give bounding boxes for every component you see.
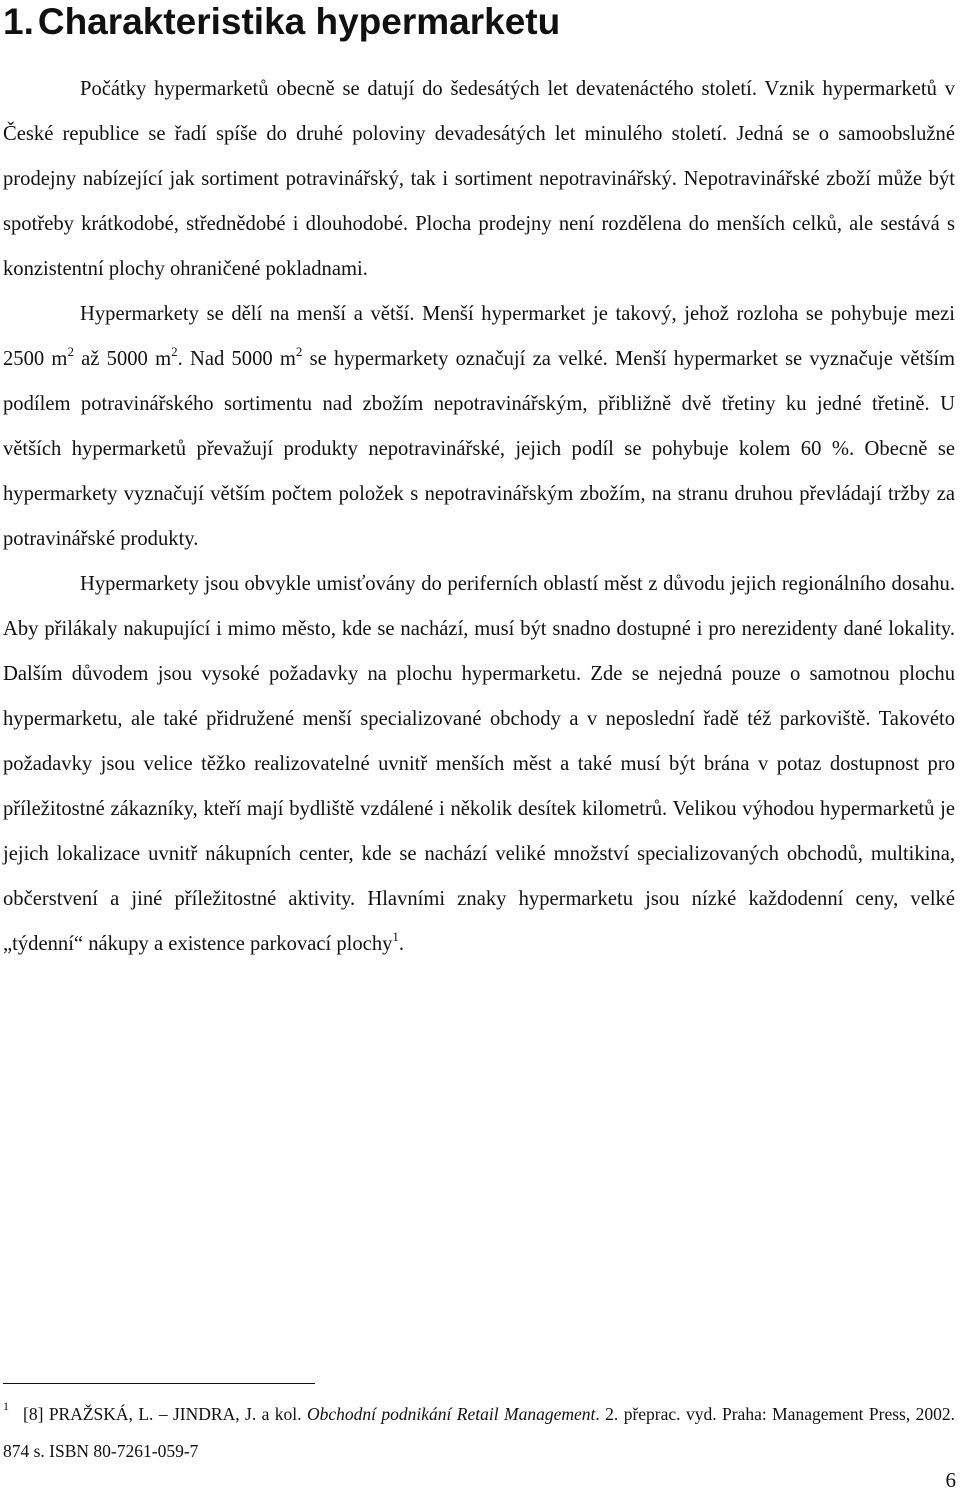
superscript-squared: 2 xyxy=(295,344,303,359)
paragraph-2 xyxy=(3,292,955,562)
section-heading xyxy=(3,0,560,44)
section-number: 1. xyxy=(3,1,34,42)
section-title: Charakteristika hypermarketu xyxy=(37,1,561,42)
paragraph-3-text: . xyxy=(398,933,405,955)
paragraph-1 xyxy=(3,67,955,292)
footnote xyxy=(3,1396,955,1470)
footnote-rest: . 2. přeprac. vyd. Praha: Management Press, 2002. 874 s. ISBN 80-7261-059-7 xyxy=(3,1404,956,1461)
paragraph-2-text: Hypermarkety se dělí na menší a větší. Menší hypermarket je takový, jehož rozloha se pohybuje mezi 2500 m xyxy=(3,303,955,370)
footnote-mark: 1 xyxy=(3,1399,9,1413)
paragraph-3 xyxy=(3,562,955,967)
paragraph-1-text: Počátky hypermarketů obecně se datují do šedesátých let devatenáctého století. Vznik hypermarketů v České republice se řadí spíše do druhé poloviny devadesátých let minulého století. Jedná se o samoobslužné prodejny nabízející jak sortiment potravinářský, tak i sortiment nepotravinářský. Nepotravinářské zboží může být spotřeby krátkodobé, střednědobé i dlouhodobé. Plocha prodejny není rozdělena do menších celků, ale sestává s konzistentní plochy ohraničené pokladnami. xyxy=(3,78,955,280)
paragraph-2-text: až 5000 m xyxy=(73,348,172,370)
footnote-book-title: Obchodní podnikání Retail Management xyxy=(306,1404,596,1424)
paragraph-3-text: Hypermarkety jsou obvykle umisťovány do periferních oblastí měst z důvodu jejich regionálního dosahu. Aby přilákaly nakupující i mimo město, kde se nachází, musí být snadno dostupné i pro nerezidenty dané lokality. Dalším důvodem jsou vysoké požadavky na plochu hypermarketu. Zde se nejedná pouze o samotnou plochu hypermarketu, ale také přidružené menší specializované obchody a v neposlední řadě též parkoviště. Takovéto požadavky jsou velice těžko realizovatelné uvnitř menších měst a také musí být brána v potaz dostupnost pro příležitostné zákazníky, kteří mají bydliště vzdálené i několik desítek kilometrů. Velikou výhodou hypermarketů je jejich lokalizace uvnitř nákupních center, kde se nachází veliké množství specializovaných obchodů, multikina, občerstvení a jiné příležitostné aktivity. Hlavními znaky hypermarketu jsou nízké každodenní ceny, velké „týdenní“ nákupy a existence parkovací plochy xyxy=(3,573,955,955)
paragraph-2-text: . Nad 5000 m xyxy=(177,348,296,370)
footnote-reference[interactable]: 1 xyxy=(392,929,399,944)
superscript-squared: 2 xyxy=(171,344,178,359)
footnote-separator xyxy=(3,1383,315,1384)
footnote-ref: [8] PRAŽSKÁ, L. – JINDRA, J. a kol. xyxy=(23,1404,307,1424)
superscript-squared: 2 xyxy=(67,344,74,359)
body-text xyxy=(3,67,955,967)
paragraph-2-text: se hypermarkety označují za velké. Menší hypermarket se vyznačuje větším podílem potravinářského sortimentu nad zbožím nepotravinářským, přibližně dvě třetiny ku jedné třetině. U větších hypermarketů převažují produkty nepotravinářské, jejich podíl se pohybuje kolem 60 %. Obecně se hypermarkety vyznačují větším počtem položek s nepotravinářským zbožím, na stranu druhou převládají tržby za potravinářské produkty. xyxy=(3,348,956,550)
page-number: 6 xyxy=(945,1468,956,1492)
